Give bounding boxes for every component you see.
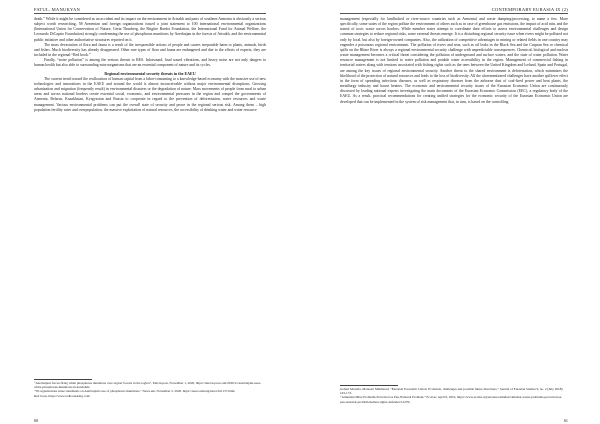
- section-heading: Regional environmental security threats in the EAEU: [104, 70, 196, 76]
- page-number-left: 60: [34, 418, 39, 423]
- footnote-rule: [34, 379, 92, 380]
- footnote: Gohari Mostafa, Mansour Mahmoud, “Eurasian Economic Union: Evolution, challenges and possible future directions,” Journal of Eurasian Studies 9, no. 2 (July 2018): 163-172.: [340, 387, 564, 396]
- footnote: “58 organizations issue statements on Azerbaijan's use of phosphorus munitions,” News.am, November 2, 2020, https://news.am/eng/news/611157.html.: [34, 389, 236, 394]
- running-header-right: CONTEMPORARY EURASIA IX (2): [491, 7, 568, 12]
- running-header-left: FATUL, MANUKYAN: [34, 7, 81, 12]
- footnote: “Armenian Mine Problems Perceived as Pan-National Problem,” EcoLur, April 9, 2019, https://www.ecolur.org/en/news/amulsar/amulsar-waste-problems-perceived-as-pan-national-problem-human-rights-defender/12279/.: [340, 395, 563, 404]
- header-rule: [340, 13, 568, 14]
- right-page: [300, 0, 600, 424]
- right-body-text: [340, 17, 568, 105]
- paragraph: The mass devastation of flora and fauna is a result of the irresponsible actions of people and causes irreparable harm to plants, animals, birds and fishes. Much biodiversity has already disappeared. Other rare types of flora and fauna are endangered and due to the efforts of experts, they are included in the regional “Red book.”: [34, 42, 266, 58]
- paragraph: The current trend toward the reallocation of human capital from a labor-consuming to a knowledge-based economy with the massive use of new technologies and innovations in the EAEU and around the world is almost inconceivable without major environmental disruptions. Growing urbanization and migration (frequently result) in environmental disasters or the degradation of nature. Mass movements of people from rural to urban areas and across national borders create essential social, economic, and environmental pressures in the region and compel the governments of Armenia, Belarus, Kazakhstan, Kyrgyzstan and Russia to cooperate in regard to the prevention of deforestation, water resources and waste management. Various environmental problems can put the overall state of security and peace in the regional serious risk. Among them – high population fertility rates and overpopulation, the massive exploitation of natural resources, the accessibility of drinking water and water resource: [34, 76, 266, 112]
- paragraph: death.” While it might be considered as an accident and its impact on the environment in Artsakh and parts of southern Armenia is obviously a serious subject worth researching, 58 Armenian and foreign organizations issued a joint statement to 100 international environmental organizations (International Union for Conservation of Nature, Greta Thunberg, the Brigitte Bardot Foundation, the International Fund for Animal Welfare, the Leonardo DiCaprio Foundation) strongly condemning the use of phosphorus munitions by Azerbaijan in the forests of Artsakh, and the environmental public initiative and other authoritative structures reported on it.: [34, 17, 266, 42]
- paragraph: Finally, “noise pollution” is among the serious threats to RES. Infrasound, loud sound vibrations, and heavy noise are not only dangers to human health but also able to surrounding microorganisms that are an essential component of nature and its cycles.: [34, 58, 266, 68]
- footnote-rule: [340, 385, 398, 386]
- page-number-right: 61: [563, 418, 568, 423]
- footnote: “Azerbaijani forces firing white phosphorus munitions over region' forests in the region”, Mavrn.post, November 1, 2020, https://mavrn.post.com/2020/11/azerbaijani-uses-white-phosphorus-munitions-in-karabakh/.: [34, 381, 262, 390]
- paragraph: management (especially for landlocked or river-source countries such as Armenia) and waste dumping/processing, to name a few. More specifically, some states of the region pollute the environment of others such as in case of greenhouse gas emissions, the impact of acid rain, and the transit of toxic waste across borders. While member states attempt to coordinate their efforts to assess environmental challenges and design common strategies to reduce regional risks, some external threats emerge. It is a disturbing regional security issue when rivers might be polluted not only by local, but also by foreign-owned companies. Also, the utilization of competitive advantages in mining or related fields in one country may engender a poisonous regional environment. The pollution of rivers and seas, such as oil leaks in the Black Sea and the Caspian Sea or chemical spills on the Rhine River is always a regional environmental security challenge with unpredictable consequences. Chemical, biological and nuclear waste management becomes a critical threat considering the pollution of underground and surface waters, and the state of water pollution. Water resource management is not limited to water pollution and potable water accessibility in the region. Management of commercial fishing in territorial waters along with tensions associated with fishing rights such as the ones between the United Kingdom and Iceland, Spain and Portugal, are among the key issues of regional environmental security. Another threat to the shared environment is deforestation, which minimizes the likelihood of the protection of natural resources and leads to the loss of biodiversity. All the aforementioned challenges have another spillover effect in the form of spreading infectious diseases, as well as respiratory diseases from the airborne dust of coal-fired power and heat plants, the metallurgy industry and house heaters. The economic and environmental security issues of the Eurasian Economic Union are continuously discussed by leading national experts investigating the main documents of the Eurasian Economic Commission (EEC), a regulatory body of the EAEU. As a result, practical recommendations for creating unified strategies for the economic security of the Eurasian Economic Union are developed that can be implemented in the system of risk management that, in turn, is based on the controlling: [340, 17, 568, 104]
- right-footnotes: [340, 387, 568, 404]
- header-rule: [34, 13, 266, 14]
- footnote: Red book, https://www.redbookarmg.com/: [34, 393, 91, 398]
- left-footnotes: [34, 381, 266, 398]
- left-body-text: [34, 17, 266, 113]
